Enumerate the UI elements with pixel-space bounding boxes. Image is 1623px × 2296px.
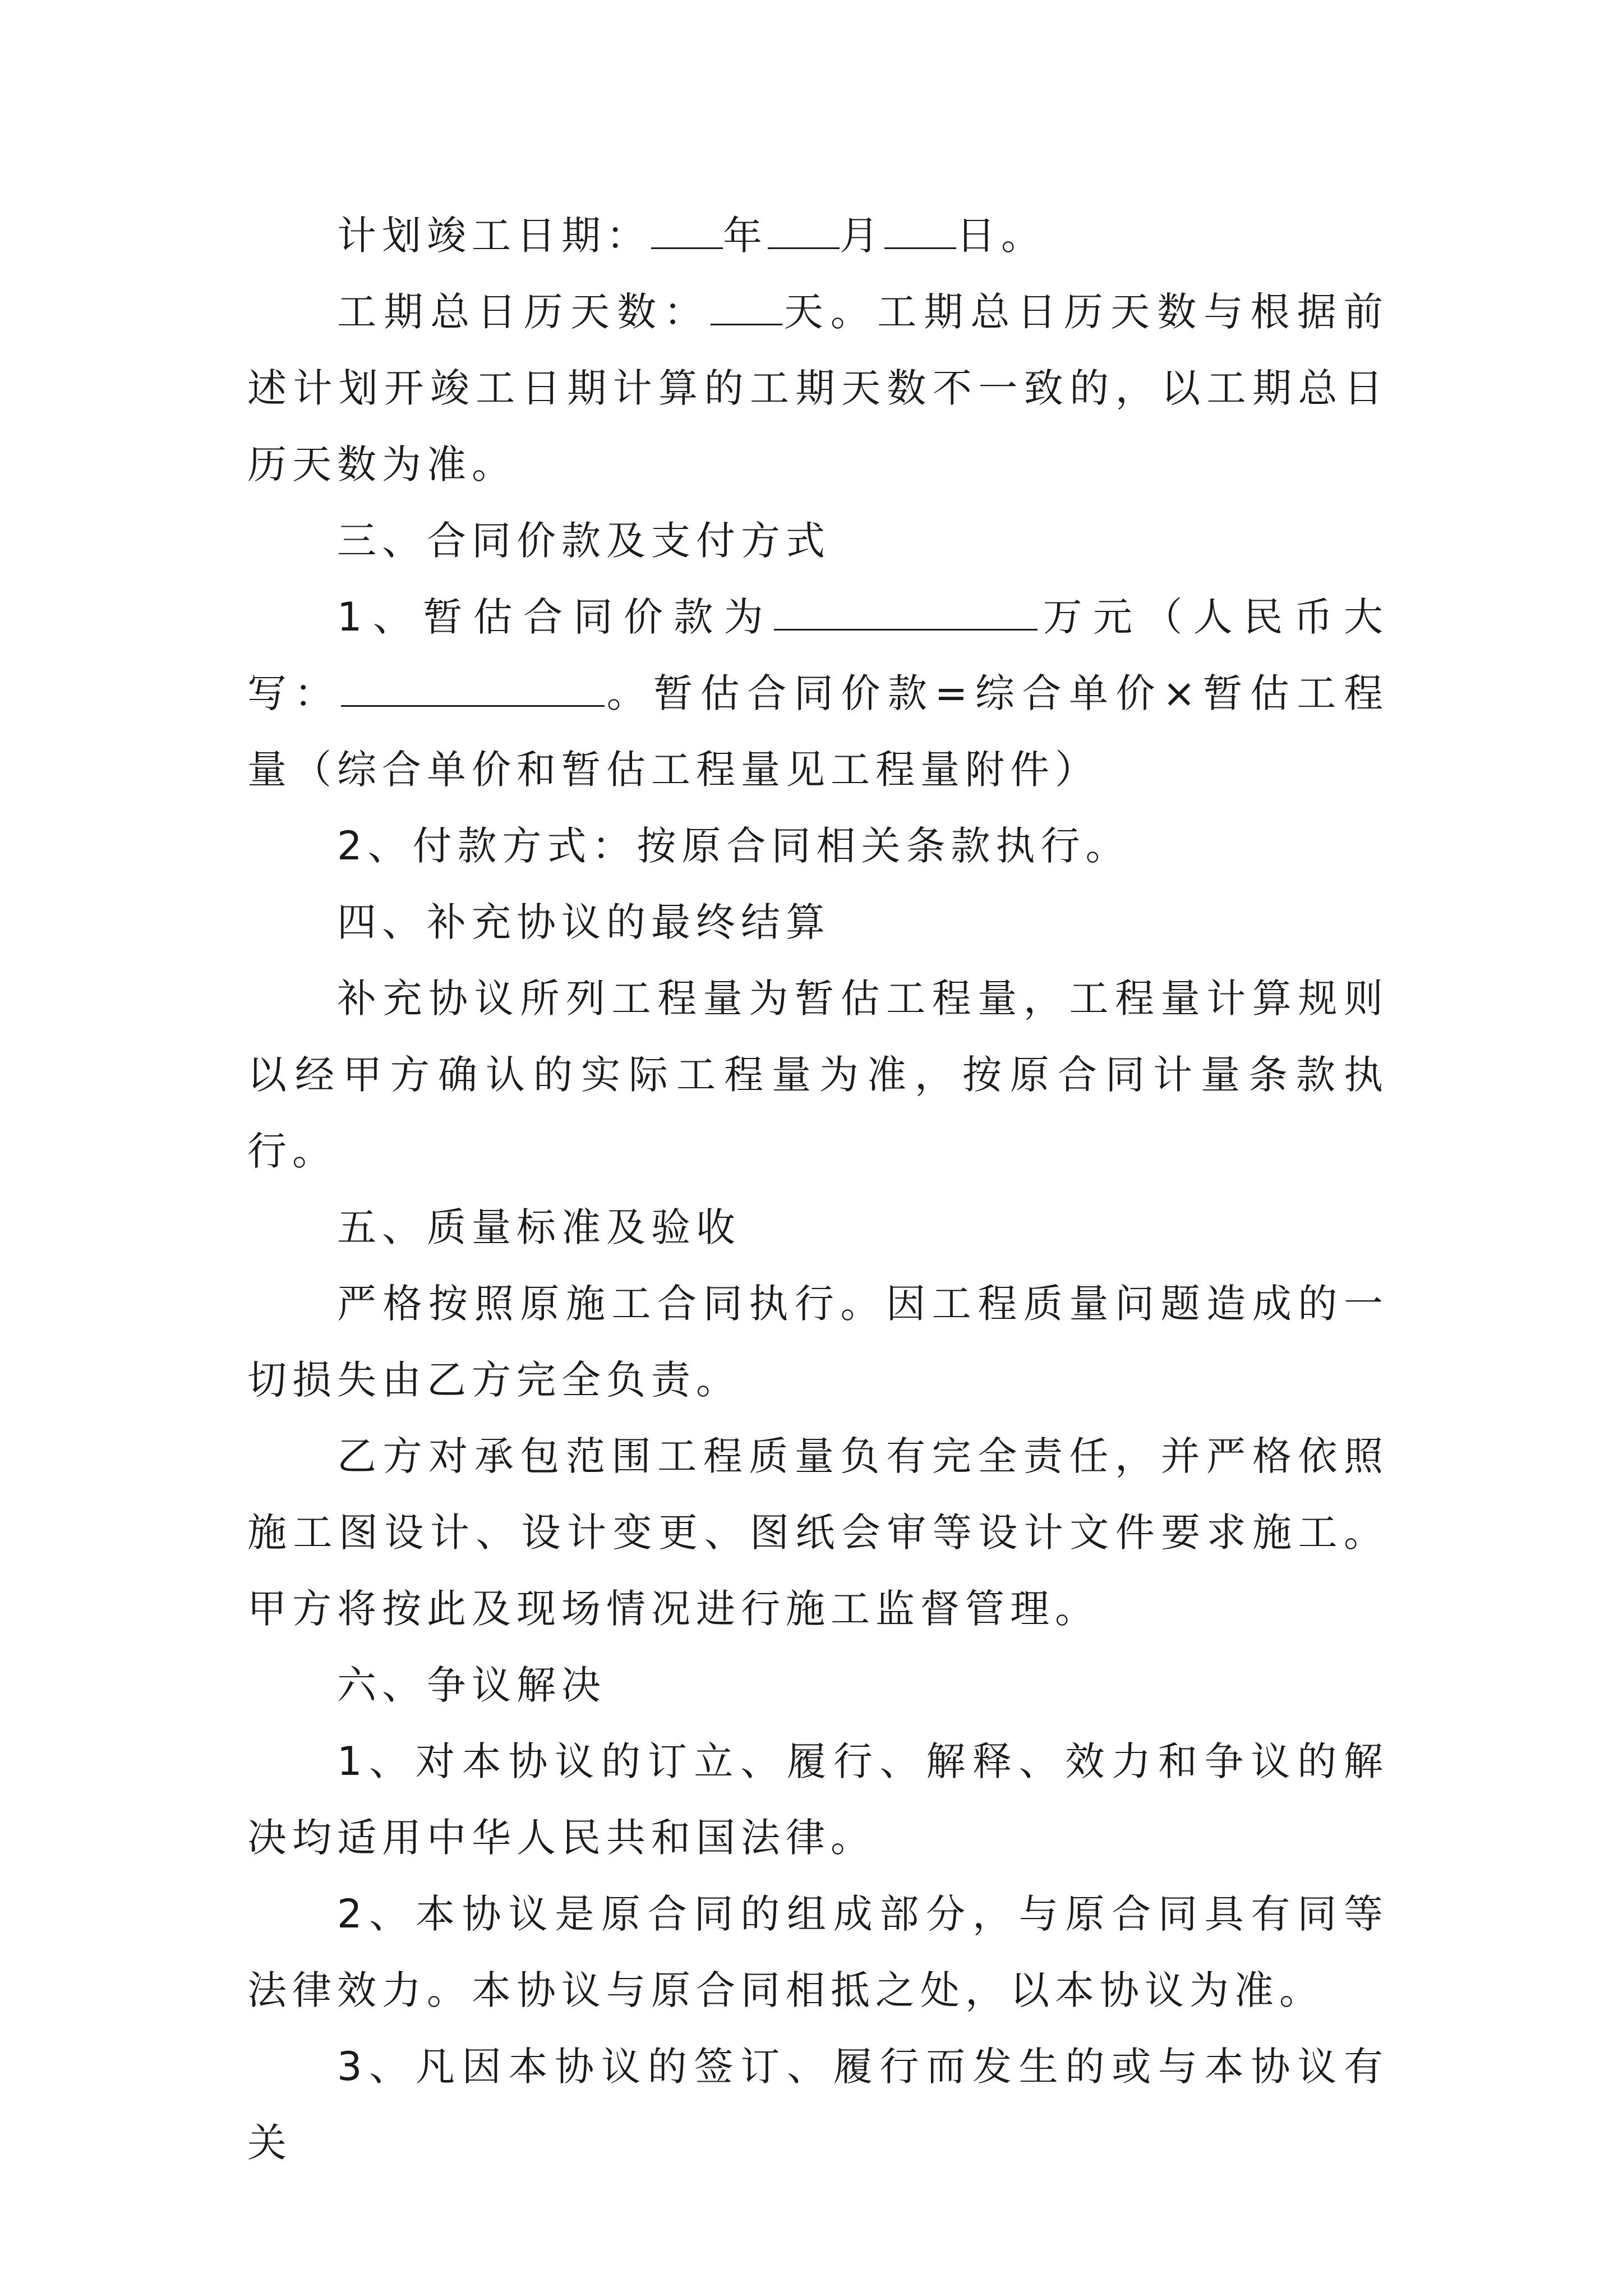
section-heading-4: 四、补充协议的最终结算 (337, 899, 831, 945)
total-days-label: 工期总日历天数： (337, 289, 711, 335)
day-blank (884, 207, 956, 249)
settlement-paragraph: 补充协议所列工程量为暂估工程量，工程量计算规则以经甲方确认的实际工程量为准，按原合同计量条款执行。 (247, 976, 1389, 1174)
contract-price-paragraph (247, 579, 1389, 808)
quality-paragraph-1: 严格按照原施工合同执行。因工程质量问题造成的一切损失由乙方完全负责。 (247, 1281, 1389, 1403)
section-heading-6: 六、争议解决 (337, 1662, 606, 1708)
contract-price-label: 1、暂估合同价款为 (337, 594, 774, 640)
dispute-paragraph-3: 3、凡因本协议的签订、履行而发生的或与本协议有关 (247, 2044, 1389, 2166)
month-blank (768, 207, 840, 249)
total-days-blank (711, 283, 782, 325)
day-unit: 日。 (956, 213, 1046, 259)
payment-method-paragraph: 2、付款方式：按原合同相关条款执行。 (337, 823, 1131, 869)
completion-date-paragraph (247, 197, 1389, 274)
section-heading-3: 三、合同价款及支付方式 (337, 518, 831, 564)
price-amount-blank (774, 588, 1038, 631)
quality-paragraph-2: 乙方对承包范围工程质量负有完全责任，并严格依照施工图设计、设计变更、图纸会审等设计文件要求施工。甲方将按此及现场情况进行施工监督管理。 (247, 1433, 1389, 1632)
document-body (247, 197, 1389, 2181)
contract-price-unit: 万元（人民币大写： (247, 594, 1389, 716)
contract-price-formula: 。暂估合同价款=综合单价×暂估工程量（综合单价和暂估工程量见工程量附件） (247, 670, 1389, 793)
month-unit: 月 (840, 213, 884, 259)
dispute-paragraph-1: 1、对本协议的订立、履行、解释、效力和争议的解决均适用中华人民共和国法律。 (247, 1738, 1389, 1861)
year-blank (651, 207, 723, 249)
year-unit: 年 (723, 213, 768, 259)
completion-date-label: 计划竣工日期： (337, 213, 651, 259)
total-days-text: 天。工期总日历天数与根据前述计划开竣工日期计算的工期天数不一致的，以工期总日历天数为准。 (247, 289, 1389, 487)
price-uppercase-blank (341, 665, 605, 707)
dispute-paragraph-2: 2、本协议是原合同的组成部分，与原合同具有同等法律效力。本协议与原合同相抵之处，以本协议为准。 (247, 1891, 1389, 2013)
section-heading-5: 五、质量标准及验收 (337, 1204, 741, 1250)
total-days-paragraph (247, 274, 1389, 503)
